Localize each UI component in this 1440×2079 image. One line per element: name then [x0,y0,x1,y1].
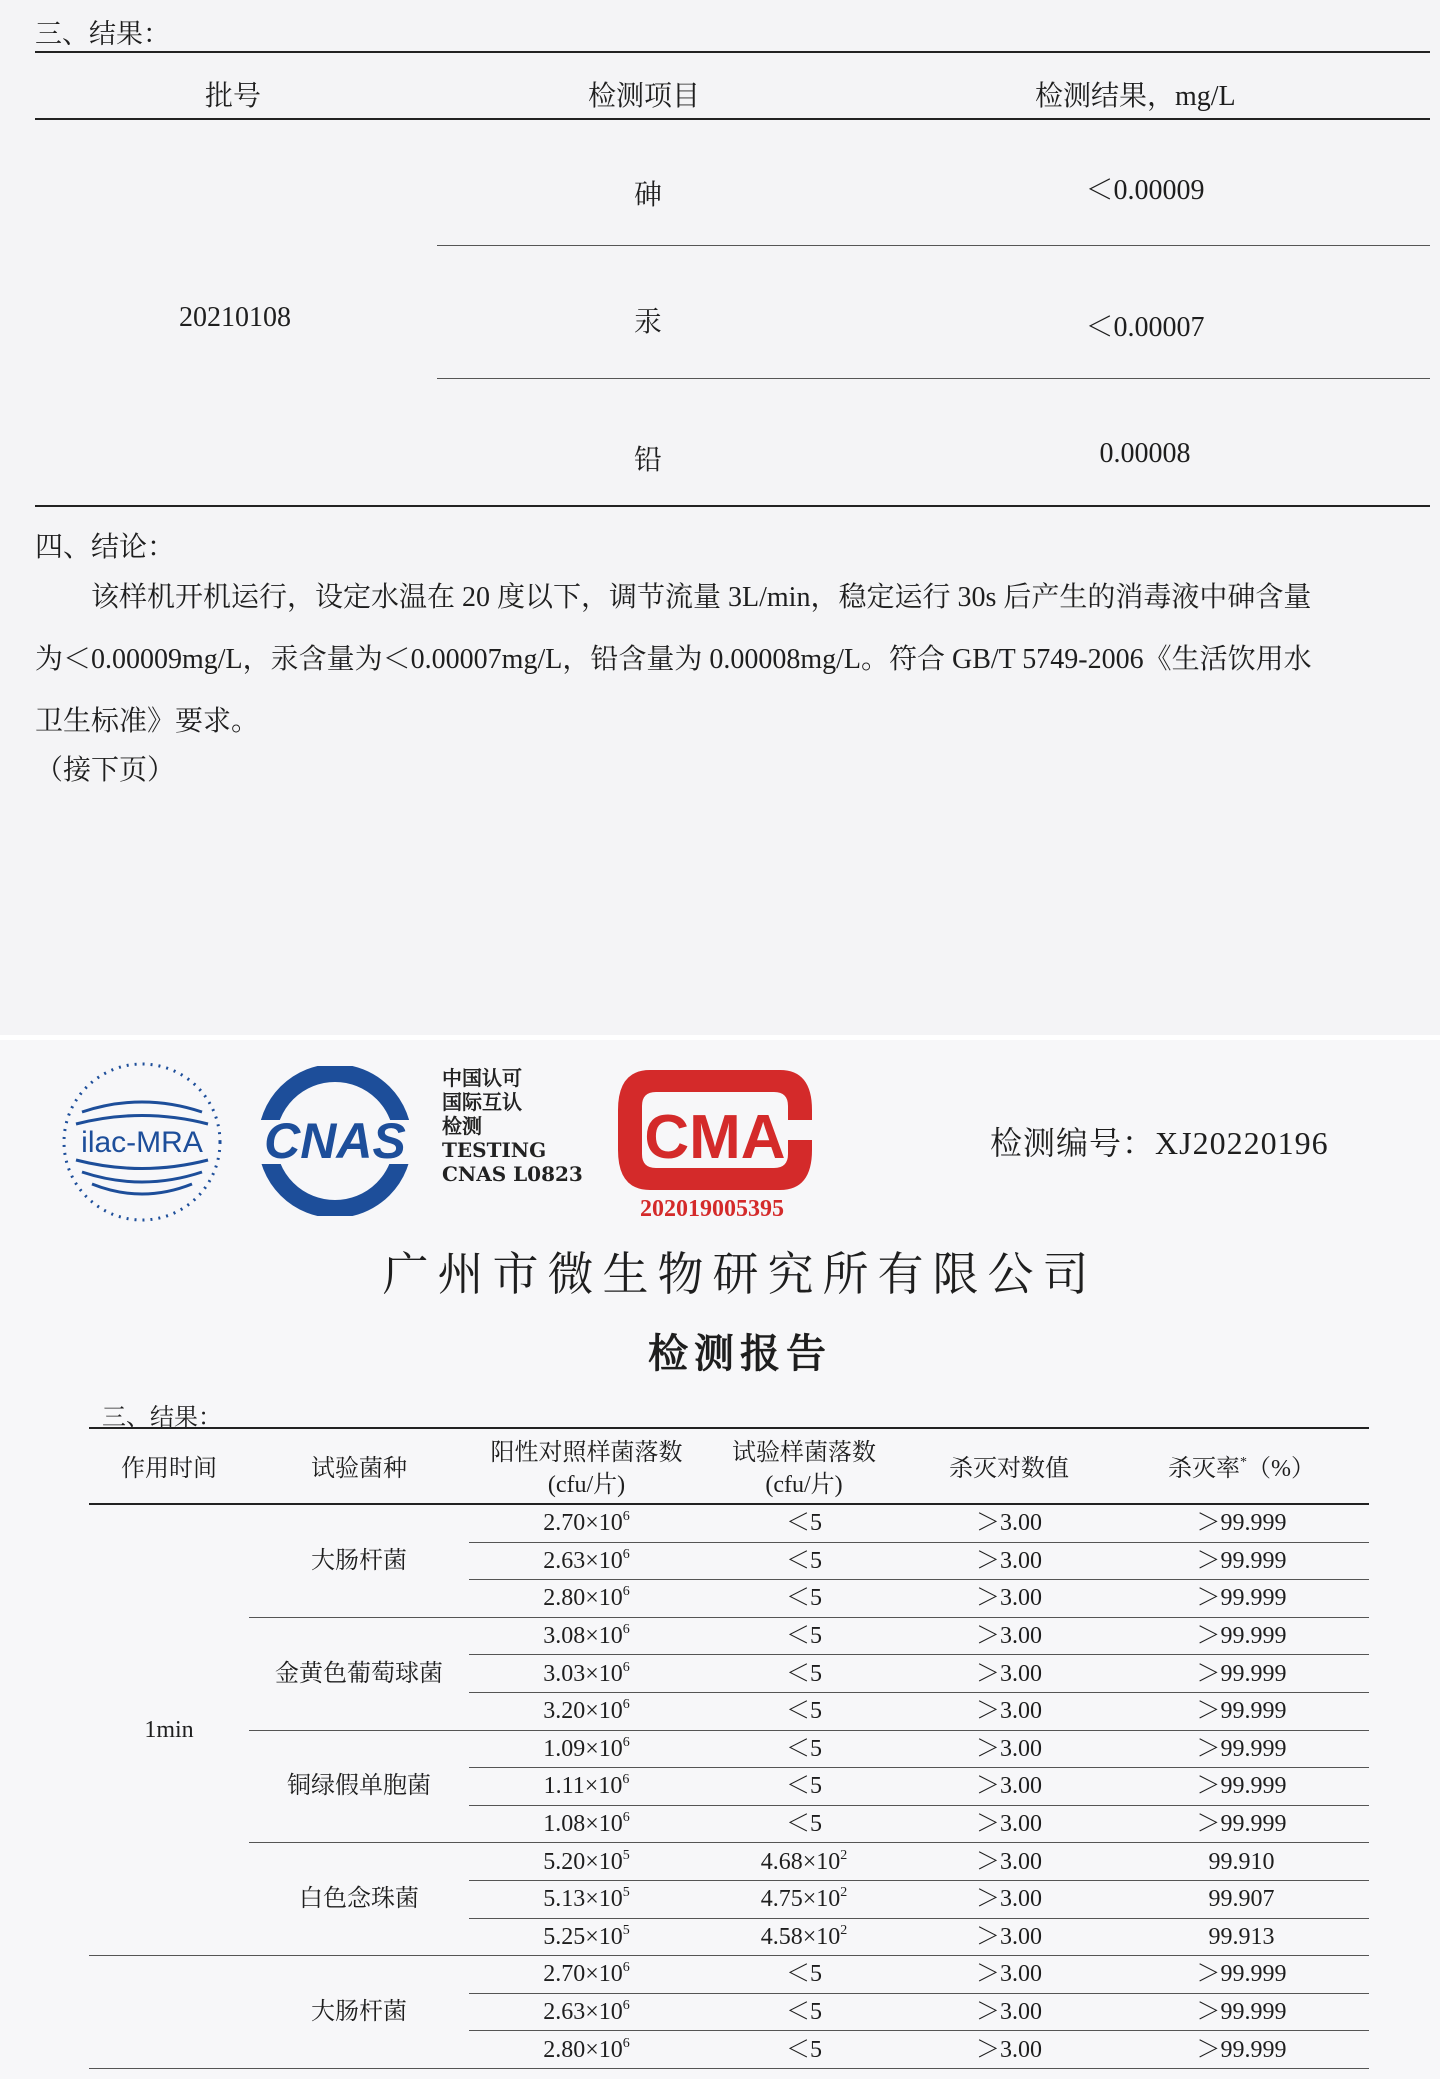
kill-rate-value: ＞99.999 [1196,2036,1287,2063]
kill-rate-cell [1114,1768,1369,1806]
kill-rate-value: 99.907 [1208,1886,1275,1913]
positive-count-mantissa: 2.70×10 [543,1510,623,1537]
kill-rate-value: ＞99.999 [1196,1547,1287,1574]
kill-rate-cell [1114,1880,1369,1918]
positive-count-cell [469,2031,704,2069]
log-reduction-cell [904,1993,1114,2031]
test-count-mantissa: ＜5 [786,1547,822,1574]
table-row [89,1730,1369,1768]
kill-rate-cell [1114,1617,1369,1655]
positive-count-mantissa: 1.11×10 [543,1773,623,1800]
test-count-mantissa: 4.75×10 [760,1886,841,1913]
table-row [89,1617,1369,1655]
conclusion-heading: 四、结论： [35,532,176,563]
table-row [89,1504,1369,1542]
positive-count-exponent: 6 [622,2035,630,2051]
positive-count-cell [469,1692,704,1730]
log-reduction-cell [904,2031,1114,2069]
log-reduction-value: ＞3.00 [976,1961,1042,1988]
kill-rate-cell [1114,1692,1369,1730]
kill-rate-value: ＞99.999 [1196,1623,1287,1650]
log-reduction-value: ＞3.00 [976,1660,1042,1687]
test-count-cell [704,1542,904,1580]
test-count-mantissa: ＜5 [786,1585,822,1612]
positive-count-exponent: 6 [622,1734,630,1750]
positive-count-mantissa: 1.08×10 [543,1811,623,1838]
kill-rate-cell [1114,1655,1369,1693]
log-reduction-value: ＞3.00 [976,1848,1042,1875]
positive-count-mantissa: 2.63×10 [543,1999,623,2026]
test-count-mantissa: ＜5 [786,2036,822,2063]
header-positive-count: 阳性对照样菌落数 (cfu/片) [490,1440,683,1498]
batch-number: 20210108 [179,302,291,333]
kill-rate-value: ＞99.999 [1196,1660,1287,1687]
positive-count-cell [469,1580,704,1618]
company-name: 广州市微生物研究所有限公司 [382,1247,1098,1301]
header-kill-rate: 杀灭率*（%） [1168,1455,1315,1482]
positive-count-cell [469,1805,704,1843]
positive-count-mantissa: 3.08×10 [543,1623,623,1650]
test-count-cell [704,1880,904,1918]
report-page-2 [0,1040,1440,2079]
positive-count-exponent: 5 [622,1922,630,1938]
organism-cell [249,1504,469,1617]
positive-count-mantissa: 1.09×10 [543,1735,623,1762]
positive-count-cell [469,1617,704,1655]
test-count-exponent: 2 [840,1847,848,1863]
kill-rate-value: ＞99.999 [1196,1811,1287,1838]
positive-count-exponent: 6 [622,1509,630,1525]
positive-count-exponent: 6 [622,1960,630,1976]
kill-rate-value: ＞99.999 [1196,1698,1287,1725]
kill-rate-cell [1114,1730,1369,1768]
table-bottom-rule [35,505,1430,507]
positive-count-cell [469,1956,704,1994]
positive-count-mantissa: 5.13×10 [543,1886,623,1913]
test-count-mantissa: ＜5 [786,1811,822,1838]
test-count-mantissa: ＜5 [786,1735,822,1762]
log-reduction-value: ＞3.00 [976,1923,1042,1950]
log-reduction-value: ＞3.00 [976,1735,1042,1762]
header-test-count: 试验样菌落数 (cfu/片) [732,1440,876,1498]
kill-rate-cell [1114,1918,1369,1956]
log-reduction-value: ＞3.00 [976,1623,1042,1650]
kill-rate-value: ＞99.999 [1196,1773,1287,1800]
test-count-mantissa: ＜5 [786,1510,822,1537]
log-reduction-cell [904,1692,1114,1730]
header-bottom-rule [35,118,1430,120]
kill-rate-cell [1114,1956,1369,1994]
test-count-cell [704,1993,904,2031]
result-lead: 0.00008 [1099,438,1191,469]
result-arsenic: ＜0.00009 [1085,175,1205,206]
time-cell [89,1956,249,2069]
cnas-line: 国际互认 [442,1090,522,1114]
kill-rate-value: 99.910 [1208,1848,1275,1875]
conclusion-line: 卫生标准》要求。 [35,706,260,737]
log-reduction-value: ＞3.00 [976,1698,1042,1725]
table-header-row [89,1428,1369,1504]
results-table [89,1427,1369,2069]
test-count-cell [704,1504,904,1542]
positive-count-cell [469,1993,704,2031]
log-reduction-cell [904,1805,1114,1843]
organism-name: 金黄色葡萄球菌 [275,1660,443,1687]
positive-count-cell [469,1655,704,1693]
kill-rate-value: ＞99.999 [1196,1961,1287,1988]
cnas-text: CNAS [264,1113,406,1169]
positive-count-cell [469,1918,704,1956]
organism-cell [249,1730,469,1843]
ilac-mra-text: ilac-MRA [81,1126,203,1159]
cnas-accreditation-text [442,1066,583,1186]
kill-rate-value: ＞99.999 [1196,1510,1287,1537]
conclusion-line: 为＜0.00009mg/L，汞含量为＜0.00007mg/L，铅含量为 0.00008mg/L。符合 GB/T 5749-2006《生活饮用水 [35,644,1312,675]
test-count-cell [704,2031,904,2069]
log-reduction-cell [904,1768,1114,1806]
test-count-cell [704,1730,904,1768]
organism-cell [249,1843,469,1956]
ilac-mra-logo [52,1052,232,1237]
log-reduction-cell [904,1843,1114,1881]
kill-rate-cell [1114,1542,1369,1580]
report-page-1 [0,0,1440,1035]
kill-rate-cell [1114,1843,1369,1881]
row-divider [437,245,1430,246]
positive-count-mantissa: 2.80×10 [543,2036,623,2063]
positive-count-exponent: 5 [622,1885,630,1901]
header-log-reduction: 杀灭对数值 [949,1456,1069,1482]
test-count-mantissa: ＜5 [786,1698,822,1725]
kill-rate-value: ＞99.999 [1196,1999,1287,2026]
test-count-cell [704,1580,904,1618]
item-arsenic: 砷 [633,180,663,211]
log-reduction-cell [904,1617,1114,1655]
positive-count-cell [469,1768,704,1806]
test-count-cell [704,1956,904,1994]
organism-cell [249,1956,469,2069]
time-cell [89,1504,249,1956]
kill-rate-value: 99.913 [1208,1923,1275,1950]
cnas-line: 中国认可 [442,1066,522,1090]
organism-name: 铜绿假单胞菌 [287,1773,431,1800]
test-count-cell [704,1655,904,1693]
document-title: 检测报告 [648,1330,832,1377]
test-count-mantissa: ＜5 [786,1660,822,1687]
row-divider [437,378,1430,379]
log-reduction-cell [904,1580,1114,1618]
positive-count-exponent: 5 [622,1847,630,1863]
kill-rate-cell [1114,2031,1369,2069]
positive-count-exponent: 6 [622,1998,630,2014]
test-count-cell [704,1843,904,1881]
kill-rate-cell [1114,1805,1369,1843]
results-heading: 三、结果： [35,19,170,49]
log-reduction-value: ＞3.00 [976,1886,1042,1913]
organism-name: 白色念珠菌 [299,1886,419,1913]
cnas-logo [240,1066,430,1221]
conclusion-text [35,567,1425,753]
log-reduction-cell [904,1655,1114,1693]
log-reduction-value: ＞3.00 [976,1999,1042,2026]
positive-count-exponent: 6 [622,1659,630,1675]
test-count-exponent: 2 [840,1885,848,1901]
positive-count-exponent: 6 [622,1584,630,1600]
positive-count-cell [469,1542,704,1580]
header-item: 检测项目 [588,81,701,112]
cma-text: CMA [644,1103,786,1172]
positive-count-mantissa: 2.63×10 [543,1547,623,1574]
log-reduction-value: ＞3.00 [976,1547,1042,1574]
cnas-line: CNAS L0823 [442,1162,583,1186]
positive-count-mantissa: 2.80×10 [543,1585,623,1612]
header-time: 作用时间 [121,1456,217,1482]
log-reduction-value: ＞3.00 [976,1510,1042,1537]
item-lead: 铅 [633,445,663,476]
positive-count-mantissa: 3.03×10 [543,1660,623,1687]
test-count-exponent: 2 [840,1922,848,1938]
table-top-rule [35,51,1430,53]
positive-count-exponent: 6 [622,1810,630,1826]
log-reduction-cell [904,1918,1114,1956]
log-reduction-cell [904,1504,1114,1542]
organism-cell [249,1617,469,1730]
positive-count-cell [469,1730,704,1768]
positive-count-cell [469,1504,704,1542]
log-reduction-value: ＞3.00 [976,1585,1042,1612]
positive-count-cell [469,1843,704,1881]
kill-rate-cell [1114,1504,1369,1542]
cma-logo [600,1060,830,1225]
cma-number: 202019005395 [640,1196,784,1220]
time-value: 1min [144,1717,194,1744]
positive-count-mantissa: 5.20×10 [543,1848,623,1875]
table-row [89,1956,1369,1994]
log-reduction-cell [904,1730,1114,1768]
test-count-mantissa: 4.68×10 [760,1848,841,1875]
cnas-line: TESTING [442,1138,547,1162]
header-result: 检测结果，mg/L [1035,81,1236,112]
test-count-cell [704,1768,904,1806]
conclusion-line: 该样机开机运行，设定水温在 20 度以下，调节流量 3L/min，稳定运行 30s 后产生的消毒液中砷含量 [91,582,1312,613]
log-reduction-cell [904,1956,1114,1994]
log-reduction-value: ＞3.00 [976,1773,1042,1800]
test-count-cell [704,1805,904,1843]
positive-count-mantissa: 5.25×10 [543,1923,623,1950]
test-count-cell [704,1617,904,1655]
test-count-mantissa: ＜5 [786,1961,822,1988]
header-batch: 批号 [205,81,262,112]
report-number: 检测编号：XJ20220196 [990,1125,1329,1161]
test-count-mantissa: ＜5 [786,1999,822,2026]
positive-count-mantissa: 2.70×10 [543,1961,623,1988]
item-mercury: 汞 [633,307,663,338]
positive-count-cell [469,1880,704,1918]
positive-count-mantissa: 3.20×10 [543,1698,623,1725]
kill-rate-value: ＞99.999 [1196,1735,1287,1762]
log-reduction-cell [904,1880,1114,1918]
log-reduction-value: ＞3.00 [976,1811,1042,1838]
test-count-cell [704,1692,904,1730]
table-row [89,1843,1369,1881]
test-count-cell [704,1918,904,1956]
header-organism: 试验菌种 [311,1456,407,1482]
log-reduction-cell [904,1542,1114,1580]
results-heading: 三、结果： [102,1405,222,1431]
result-mercury: ＜0.00007 [1085,312,1205,343]
kill-rate-cell [1114,1993,1369,2031]
positive-count-exponent: 6 [622,1772,630,1788]
kill-rate-value: ＞99.999 [1196,1585,1287,1612]
cnas-line: 检测 [442,1114,482,1138]
kill-rate-cell [1114,1580,1369,1618]
test-count-mantissa: ＜5 [786,1773,822,1800]
positive-count-exponent: 6 [622,1546,630,1562]
test-count-mantissa: ＜5 [786,1623,822,1650]
positive-count-exponent: 6 [622,1697,630,1713]
test-count-mantissa: 4.58×10 [760,1923,841,1950]
continued-note: （接下页） [35,755,176,786]
positive-count-exponent: 6 [622,1622,630,1638]
organism-name: 大肠杆菌 [311,1999,407,2026]
organism-name: 大肠杆菌 [311,1547,407,1574]
log-reduction-value: ＞3.00 [976,2036,1042,2063]
